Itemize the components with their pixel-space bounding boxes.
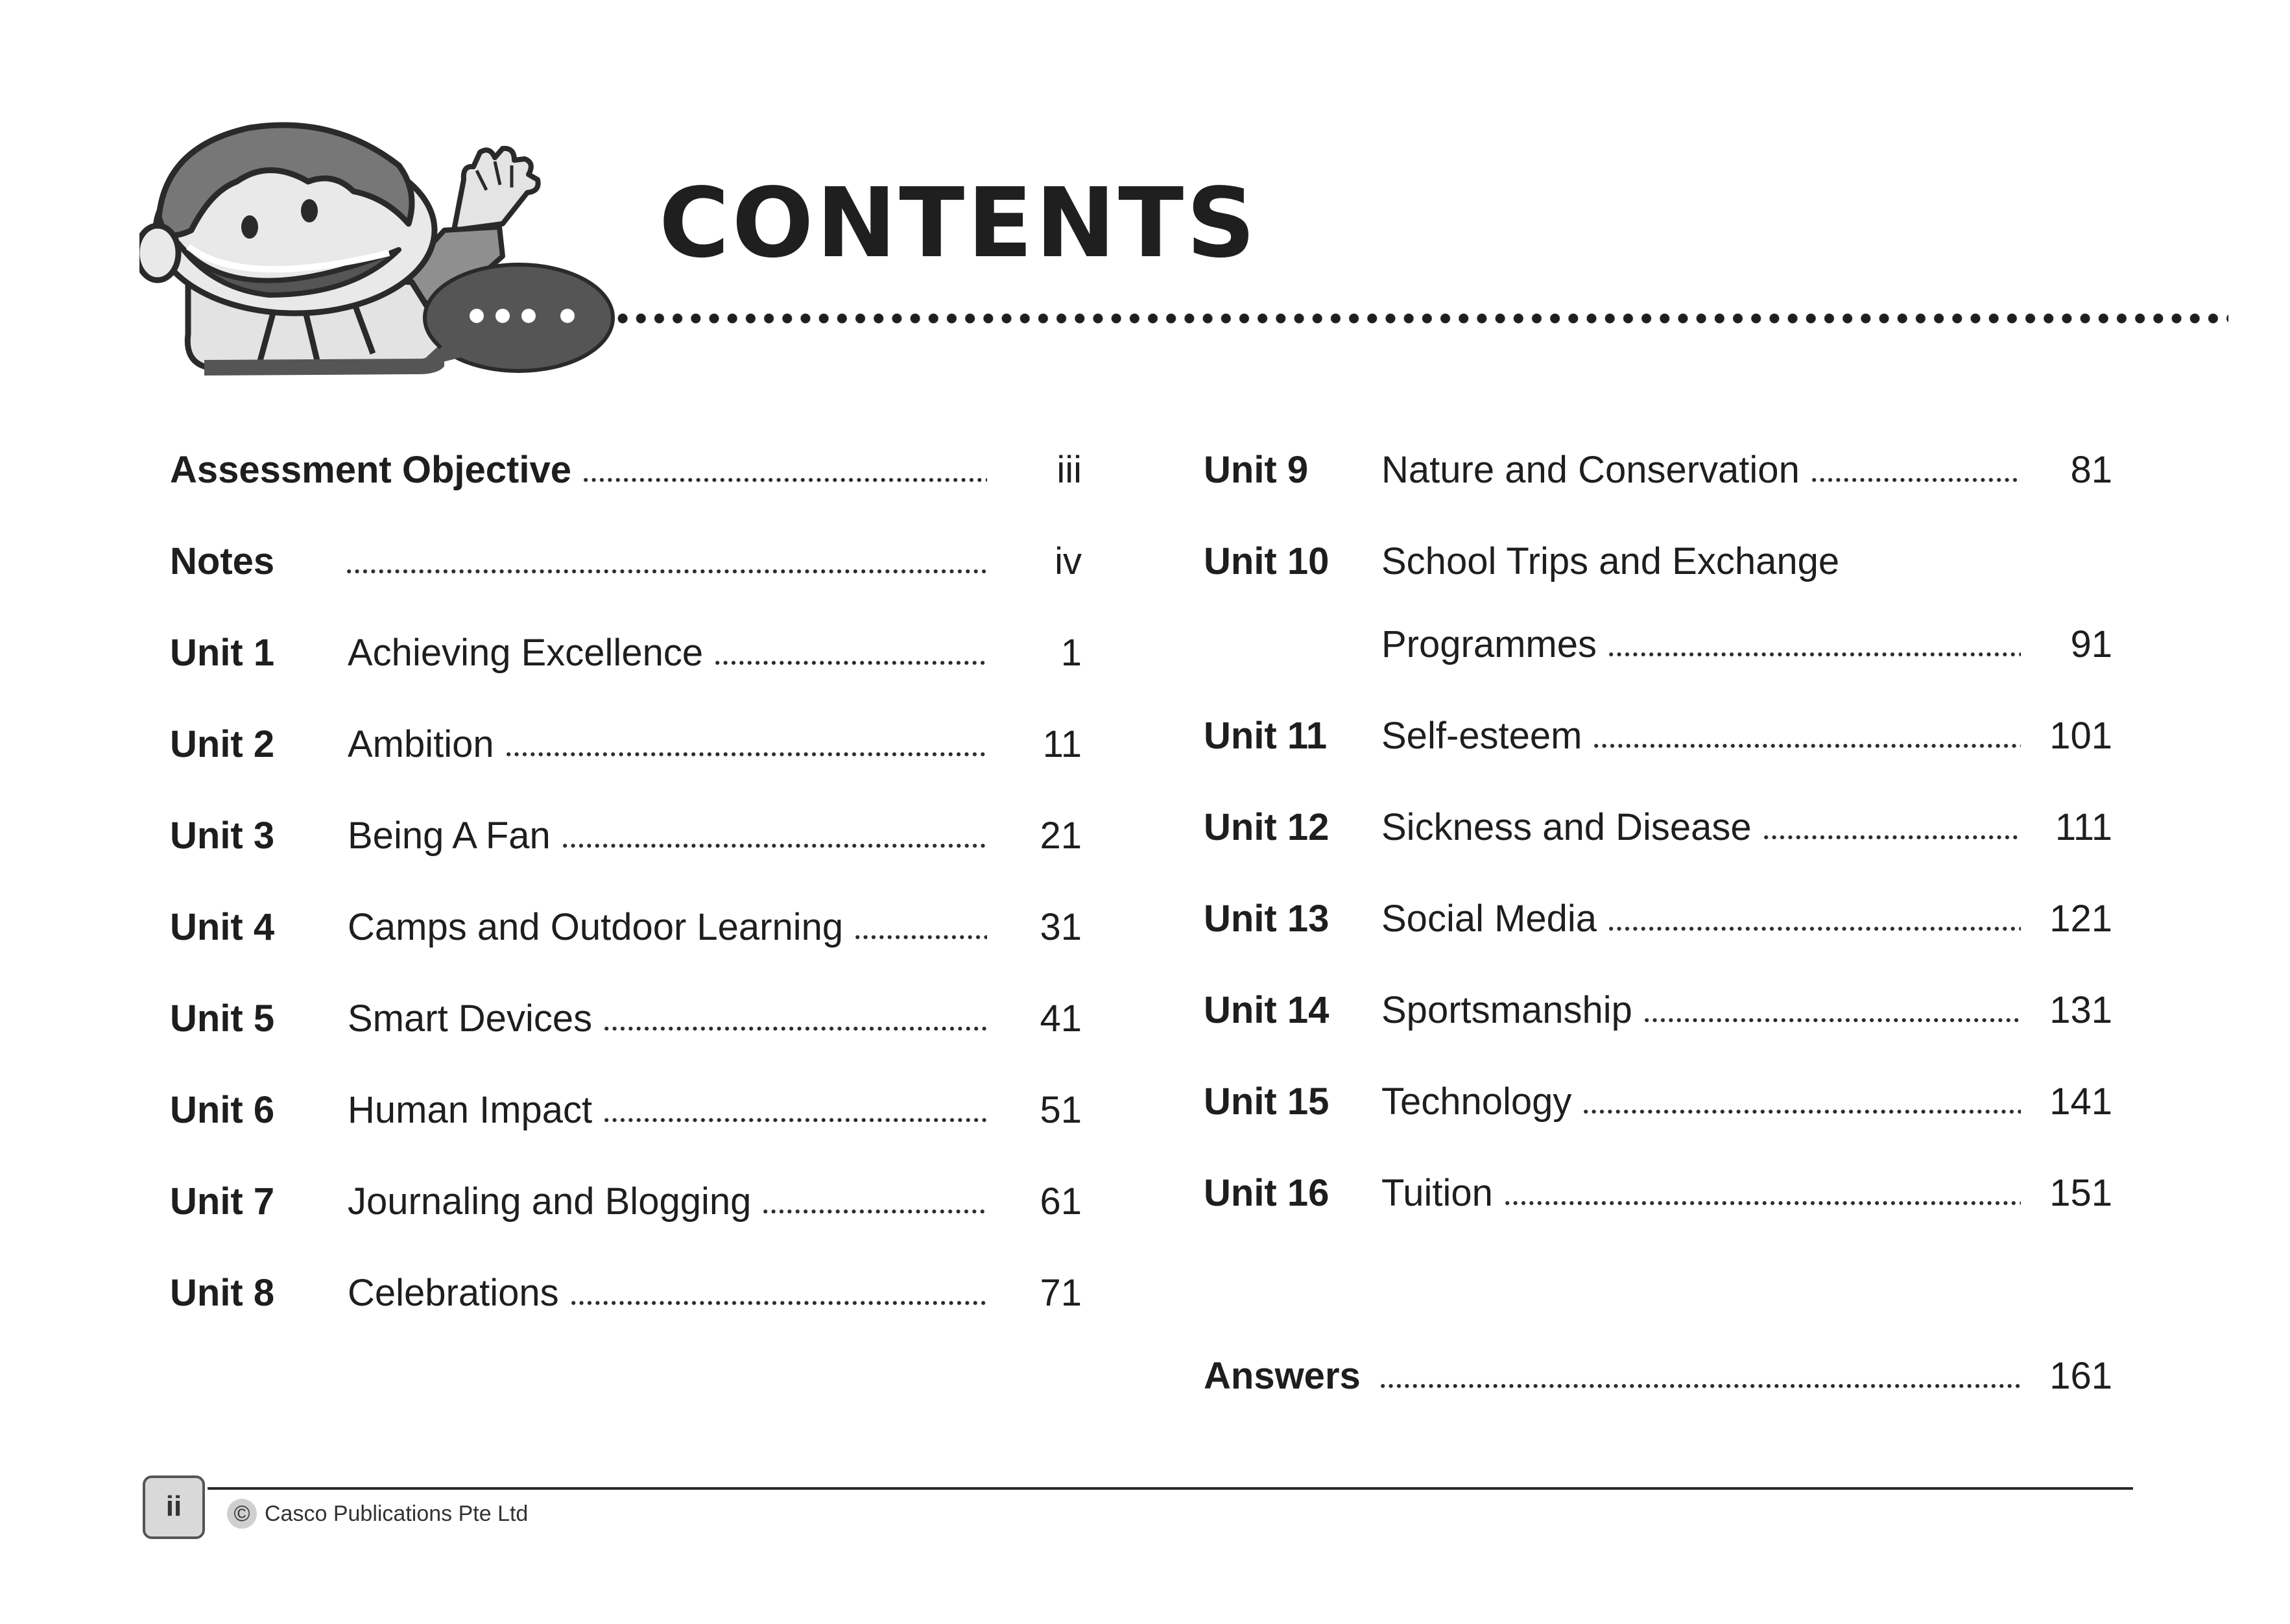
toc-entry-unit: Unit 1 <box>170 627 281 679</box>
toc-entry-page: 31 <box>1040 906 1082 948</box>
page-title: CONTENTS <box>659 167 1258 279</box>
toc-entry-page: 111 <box>2055 806 2112 848</box>
toc-entry <box>0 893 2290 945</box>
toc-entry <box>0 710 2290 762</box>
toc-entry-page: 41 <box>1040 997 1082 1040</box>
toc-entry-unit: Unit 11 <box>1204 710 1333 762</box>
toc-dot-leader <box>1582 1108 2021 1115</box>
toc-entry-title: Social Media <box>1381 893 1603 945</box>
waving-boy-mascot-icon <box>139 120 623 376</box>
speech-bubble-dot <box>470 309 484 323</box>
toc-entry-title: Human Impact <box>348 1084 599 1136</box>
toc-dot-leader <box>1810 477 2021 483</box>
toc-entry-title: Sickness and Disease <box>1381 802 1758 854</box>
toc-entry-page: 161 <box>2049 1355 2112 1397</box>
toc-entry <box>0 802 2290 854</box>
toc-entry-title: Achieving Excellence <box>348 627 710 679</box>
toc-entry-unit: Unit 7 <box>170 1176 281 1228</box>
toc-entry-page: iv <box>1055 540 1082 582</box>
toc-entry-unit: Unit 15 <box>1204 1076 1335 1128</box>
toc-dot-leader <box>1503 1200 2021 1206</box>
toc-entry-page: 51 <box>1040 1089 1082 1131</box>
toc-entry-unit: Unit 6 <box>170 1084 281 1136</box>
toc-entry-page: 81 <box>2070 449 2112 491</box>
toc-entry-title: Celebrations <box>348 1267 566 1319</box>
toc-entry-continuation <box>0 619 2290 671</box>
toc-entry-page: 71 <box>1040 1272 1082 1314</box>
toc-entry-title: Ambition <box>348 719 501 770</box>
copyright-text: Casco Publications Pte Ltd <box>265 1501 529 1526</box>
toc-entry-title: Nature and Conservation <box>1381 444 1806 496</box>
toc-entry <box>0 1267 2290 1319</box>
page-number: ii <box>143 1475 205 1539</box>
toc-dot-leader <box>569 1300 987 1306</box>
toc-entry-unit: Unit 5 <box>170 993 281 1045</box>
title-dotted-rule <box>614 312 2228 325</box>
toc-entry-title: School Trips and Exchange <box>1381 536 1846 588</box>
toc-dot-leader <box>1643 1017 2021 1023</box>
toc-entry-unit: Notes <box>170 536 281 588</box>
toc-entry-unit: Unit 12 <box>1204 802 1335 854</box>
toc-entry-unit: Unit 4 <box>170 902 281 953</box>
toc-entry-page: 131 <box>2049 989 2112 1031</box>
toc-entry-unit: Unit 8 <box>170 1267 281 1319</box>
toc-entry <box>0 985 2290 1036</box>
toc-entry-title-line2: Programmes <box>1381 619 1603 671</box>
toc-entry-title: Technology <box>1381 1076 1578 1128</box>
toc-entry-unit: Answers <box>1204 1350 1367 1402</box>
toc-entry <box>0 1167 2290 1219</box>
toc-entry-unit: Unit 3 <box>170 810 281 862</box>
toc-entry-page: 141 <box>2049 1081 2112 1123</box>
toc-entry-title: Smart Devices <box>348 993 599 1045</box>
copyright-icon: © <box>227 1499 257 1529</box>
toc-entry-title: Sportsmanship <box>1381 985 1639 1036</box>
toc-entry <box>0 536 2290 588</box>
toc-entry-title: Being A Fan <box>348 810 557 862</box>
toc-entry-unit: Unit 10 <box>1204 536 1335 588</box>
toc-dot-leader <box>1607 925 2021 932</box>
toc-entry-page: 101 <box>2049 715 2112 757</box>
toc-dot-leader <box>1762 834 2021 841</box>
footer-rule <box>208 1487 2133 1490</box>
toc-entry-title: Self-esteem <box>1381 710 1588 762</box>
toc-entry-page: 91 <box>2070 623 2112 665</box>
toc-dot-leader <box>1607 651 2021 658</box>
toc-entry-page: 21 <box>1040 815 1082 857</box>
toc-entry-unit: Unit 13 <box>1204 893 1335 945</box>
toc-entry <box>0 1350 2290 1402</box>
toc-entry-page: 1 <box>1060 632 1082 674</box>
toc-entry-title: Journaling and Blogging <box>348 1176 757 1228</box>
toc-entry-unit: Unit 2 <box>170 719 281 770</box>
toc-entry-page: 61 <box>1040 1180 1082 1223</box>
toc-dot-leader <box>1592 743 2021 749</box>
toc-entry-unit: Assessment Objective <box>170 444 578 496</box>
toc-entry-unit: Unit 9 <box>1204 444 1315 496</box>
toc-entry-page: iii <box>1056 449 1082 491</box>
speech-bubble-dot <box>521 309 536 323</box>
toc-entry-page: 11 <box>1042 723 1082 765</box>
toc-entry-unit: Unit 14 <box>1204 985 1335 1036</box>
toc-entry-title: Tuition <box>1381 1167 1499 1219</box>
toc-dot-leader <box>1379 1383 2021 1389</box>
speech-bubble-dot <box>495 309 510 323</box>
toc-entry <box>0 1076 2290 1128</box>
toc-entry-page: 121 <box>2049 898 2112 940</box>
toc-entry-page: 151 <box>2049 1172 2112 1214</box>
speech-bubble-dot <box>560 309 575 323</box>
toc-entry-title: Camps and Outdoor Learning <box>348 902 850 953</box>
toc-entry-unit: Unit 16 <box>1204 1167 1335 1219</box>
